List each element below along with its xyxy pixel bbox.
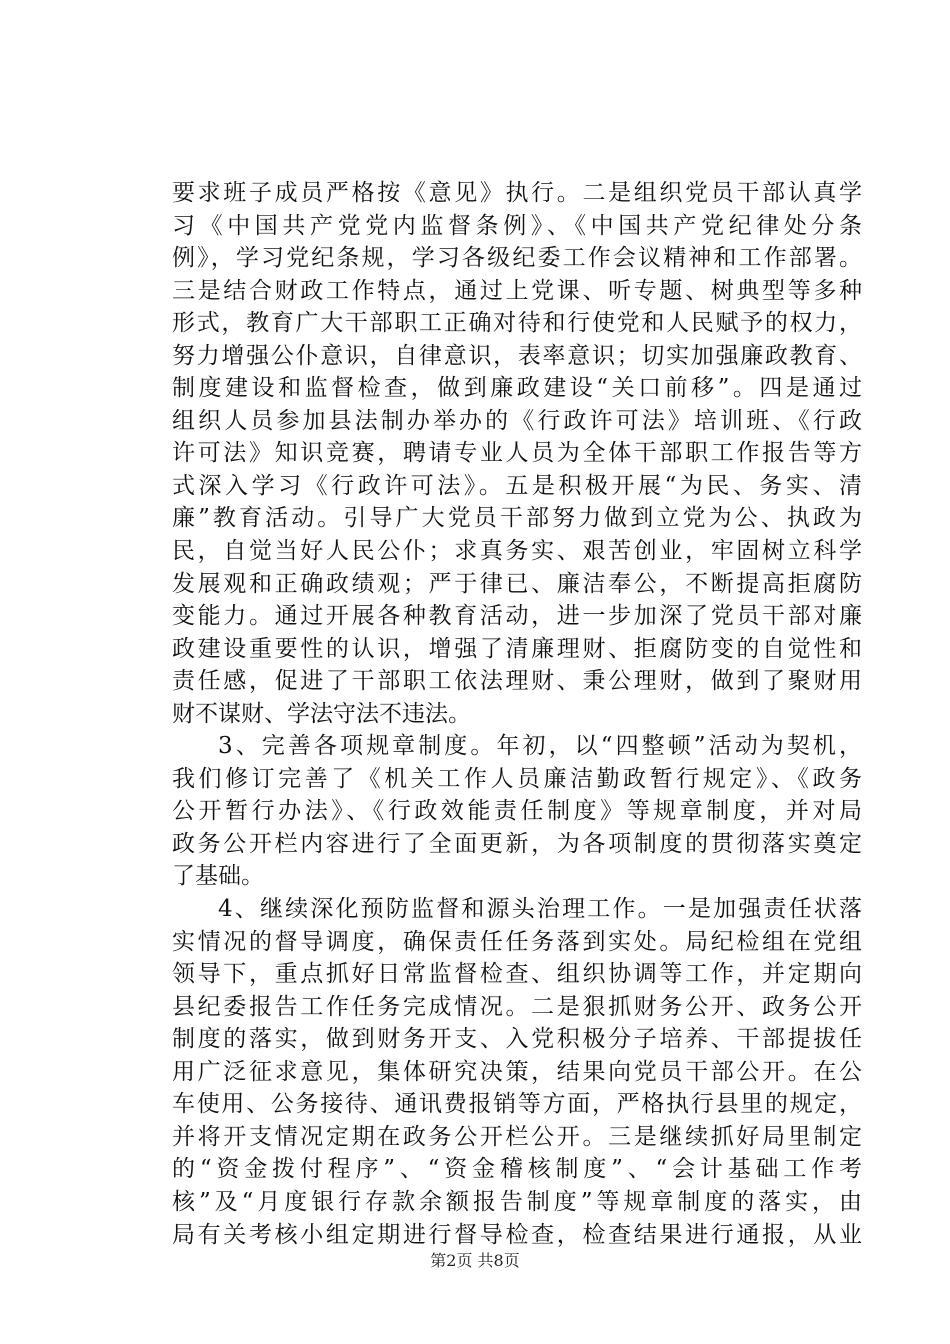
text-line: 公开暂行办法》、《行政效能责任制度》等规章制度，并对局 (172, 798, 862, 825)
text-line: 4、继续深化预防监督和源头治理工作。一是加强责任状落 (218, 896, 862, 923)
text-line: 三是结合财政工作特点，通过上党课、听专题、树典型等多种 (172, 277, 862, 304)
text-line: 努力增强公仆意识，自律意识，表率意识；切实加强廉政教育、 (172, 342, 862, 369)
text-line: 例》，学习党纪条规，学习各级纪委工作会议精神和工作部署。 (172, 245, 862, 272)
text-line: 许可法》知识竞赛，聘请专业人员为全体干部职工作报告等方 (172, 440, 862, 467)
page-footer: 第2页 共8页 (430, 1251, 520, 1270)
text-line: 制度的落实，做到财务开支、入党积极分子培养、干部提拔任 (172, 1026, 862, 1053)
text-line: 实情况的督导调度，确保责任任务落到实处。局纪检组在党组 (172, 928, 862, 955)
text-line: 廉”教育活动。引导广大党员干部努力做到立党为公、执政为 (172, 505, 862, 532)
text-line: 式深入学习《行政许可法》。五是积极开展“为民、务实、清 (172, 472, 862, 499)
text-line: 领导下，重点抓好日常监督检查、组织协调等工作，并定期向 (172, 961, 862, 988)
text-line: 用广泛征求意见，集体研究决策，结果向党员干部公开。在公 (172, 1058, 862, 1085)
text-line: 局有关考核小组定期进行督导检查，检查结果进行通报，从业 (172, 1221, 862, 1248)
text-line: 县纪委报告工作任务完成情况。二是狠抓财务公开、政务公开 (172, 993, 862, 1020)
text-line: 习《中国共产党党内监督条例》、《中国共产党纪律处分条 (172, 212, 862, 239)
text-line: 变能力。通过开展各种教育活动，进一步加深了党员干部对廉 (172, 603, 862, 630)
text-line: 的“资金拨付程序”、“资金稽核制度”、“会计基础工作考 (172, 1156, 862, 1183)
text-line: 我们修订完善了《机关工作人员廉洁勤政暂行规定》、《政务 (172, 765, 862, 792)
text-line: 政务公开栏内容进行了全面更新，为各项制度的贯彻落实奠定 (172, 830, 862, 857)
text-line: 并将开支情况定期在政务公开栏公开。三是继续抓好局里制定 (172, 1123, 862, 1150)
text-line: 责任感，促进了干部职工依法理财、秉公理财，做到了聚财用 (172, 668, 862, 695)
text-line: 财不谋财、学法守法不违法。 (172, 700, 471, 727)
text-line: 形式，教育广大干部职工正确对待和行使党和人民赋予的权力， (172, 310, 862, 337)
text-line: 组织人员参加县法制办举办的《行政许可法》培训班、《行政 (172, 407, 862, 434)
body-text (172, 177, 862, 1251)
text-line: 发展观和正确政绩观；严于律已、廉洁奉公，不断提高拒腐防 (172, 570, 862, 597)
text-line: 了基础。 (172, 863, 264, 890)
text-line: 车使用、公务接待、通讯费报销等方面，严格执行县里的规定， (172, 1091, 862, 1118)
text-line: 制度建设和监督检查，做到廉政建设“关口前移”。四是通过 (172, 375, 862, 402)
text-line: 核”及“月度银行存款余额报告制度”等规章制度的落实，由 (172, 1188, 862, 1215)
text-line: 民，自觉当好人民公仆；求真务实、艰苦创业，牢固树立科学 (172, 538, 862, 565)
text-line: 要求班子成员严格按《意见》执行。二是组织党员干部认真学 (172, 180, 862, 206)
text-line: 3、完善各项规章制度。年初，以“四整顿”活动为契机， (218, 733, 862, 760)
text-line: 政建设重要性的认识，增强了清廉理财、拒腐防变的自觉性和 (172, 635, 862, 662)
